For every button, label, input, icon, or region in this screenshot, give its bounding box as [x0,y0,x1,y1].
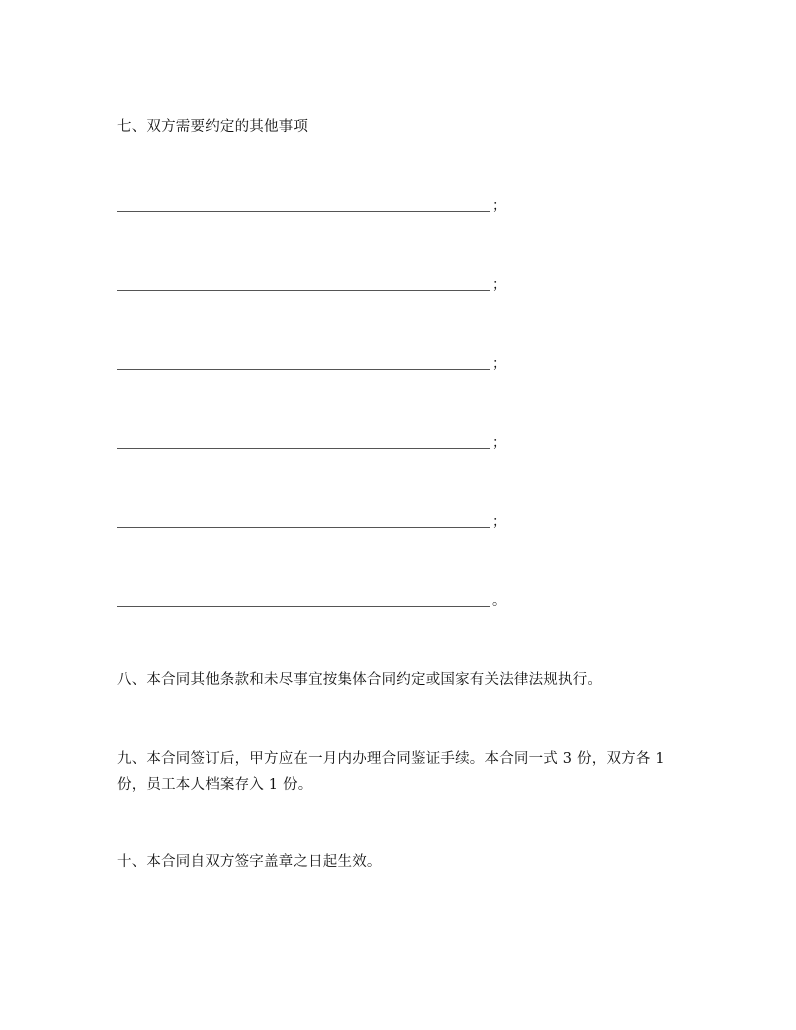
fill-in-underline[interactable] [117,211,490,212]
fill-in-underline[interactable] [117,369,490,370]
line-end-punctuation: ； [492,356,506,372]
line-end-punctuation: ； [492,435,506,451]
line-end-punctuation: ； [492,514,506,530]
blank-line-4[interactable] [117,433,506,453]
fill-in-underline[interactable] [117,448,490,449]
blank-line-1[interactable] [117,196,506,216]
line-end-punctuation: 。 [492,593,506,609]
line-end-punctuation: ； [492,277,506,293]
line-end-punctuation: ； [492,198,506,214]
fill-in-underline[interactable] [117,527,490,528]
blank-line-2[interactable] [117,275,506,295]
fill-in-underline[interactable] [117,290,490,291]
clause-nine: 九、本合同签订后，甲方应在一月内办理合同鉴证手续。本合同一式 3 份，双方各 1 份，员工本人档案存入 1 份。 [117,751,665,793]
fill-in-underline[interactable] [117,606,490,607]
clause-ten: 十、本合同自双方签字盖章之日起生效。 [117,854,382,870]
clause-seven-title: 七、双方需要约定的其他事项 [117,119,309,135]
blank-line-5[interactable] [117,512,506,532]
blank-line-6[interactable] [117,591,506,611]
blank-line-3[interactable] [117,354,506,374]
clause-eight: 八、本合同其他条款和未尽事宜按集体合同约定或国家有关法律法规执行。 [117,672,603,688]
